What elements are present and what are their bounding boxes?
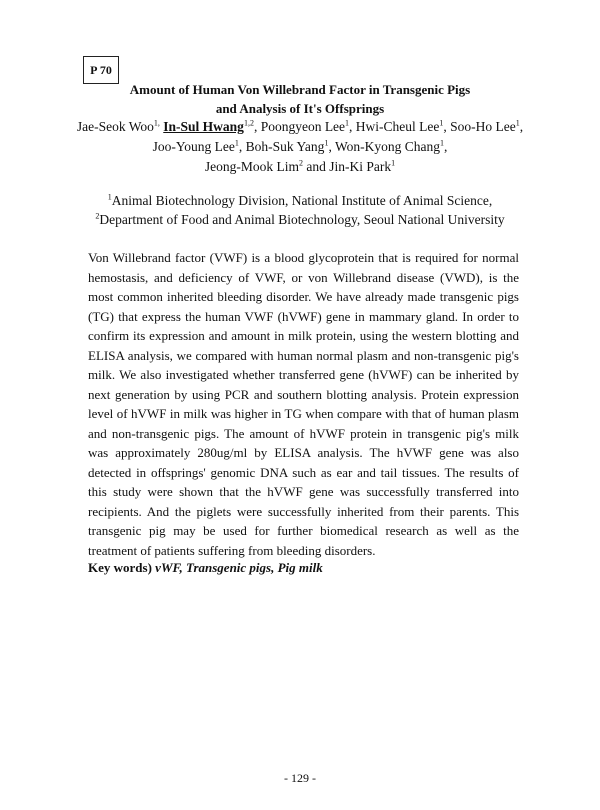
page-number: - 129 - (284, 771, 316, 785)
author: Jeong-Mook Lim$^2$ and (204, 158, 330, 174)
author: Soo-Ho Lee$^1$, (450, 118, 524, 134)
author: Jae-Seok Woo$^{1,}$ (76, 118, 160, 134)
affiliations (60, 191, 540, 229)
affiliation-1: $^1$Animal Biotechnology Division, National Institute of Animal Science, (107, 192, 493, 208)
keywords-label: Key words) (88, 560, 156, 575)
author: Jin-Ki Park$^1$ (329, 158, 396, 174)
author-presenter: In-Sul Hwang$^{1,2}$, (163, 118, 261, 134)
paper-title (60, 80, 540, 118)
author-list (60, 117, 540, 177)
title-line-2: and Analysis of It's Offsprings (215, 101, 385, 116)
affiliation-2: $^2$Department of Food and Animal Biotechnology, Seoul National University (95, 211, 505, 227)
author: Poongyeon Lee$^1$, (260, 118, 356, 134)
author: Won-Kyong Chang$^1$, (334, 138, 448, 154)
abstract-body: Von Willebrand factor (VWF) is a blood glycoprotein that is required for normal hemostasis, and deficiency of VWF, or von Willebrand disease (VWD), is the most common inherited bleeding disorder. We have already made transgenic pigs (TG) that express the human VWF (hVWF) gene in mammary gland. In order to confirm its expression and amount in milk protein, using the western blotting and ELISA analysis, we compared with human normal plasm and non-transgenic pig's milk. We also investigated whether transferred gene (hVWF) can be inherited by next generation by using PCR and southern blotting analysis. Protein expression level of hVWF in milk was higher in TG when compare with that of human plasm and non-transgenic pigs. The amount of hVWF protein in transgenic pig's milk was approximately 280ug/ml by ELISA analysis. The hVWF gene was also detected in offsprings' genomic DNA such as ear and tail tissues. The results of this study were shown that the hVWF gene was successfully transferred into recipients. And the piglets were successfully inherited from their parents. This transgenic pig may be used for further biomedical research as well as the treatment of patients suffering from bleeding disorders. (88, 250, 519, 558)
author: Boh-Suk Yang$^1$, (245, 138, 335, 154)
author: Joo-Young Lee$^1$, (152, 138, 246, 154)
poster-number-badge: P 70 (83, 56, 119, 84)
author: Hwi-Cheul Lee$^1$, (355, 118, 451, 134)
keywords-values: vWF, Transgenic pigs, Pig milk (155, 560, 323, 575)
title-line-1: Amount of Human Von Willebrand Factor in Transgenic Pigs (129, 82, 471, 97)
keywords (88, 560, 519, 576)
